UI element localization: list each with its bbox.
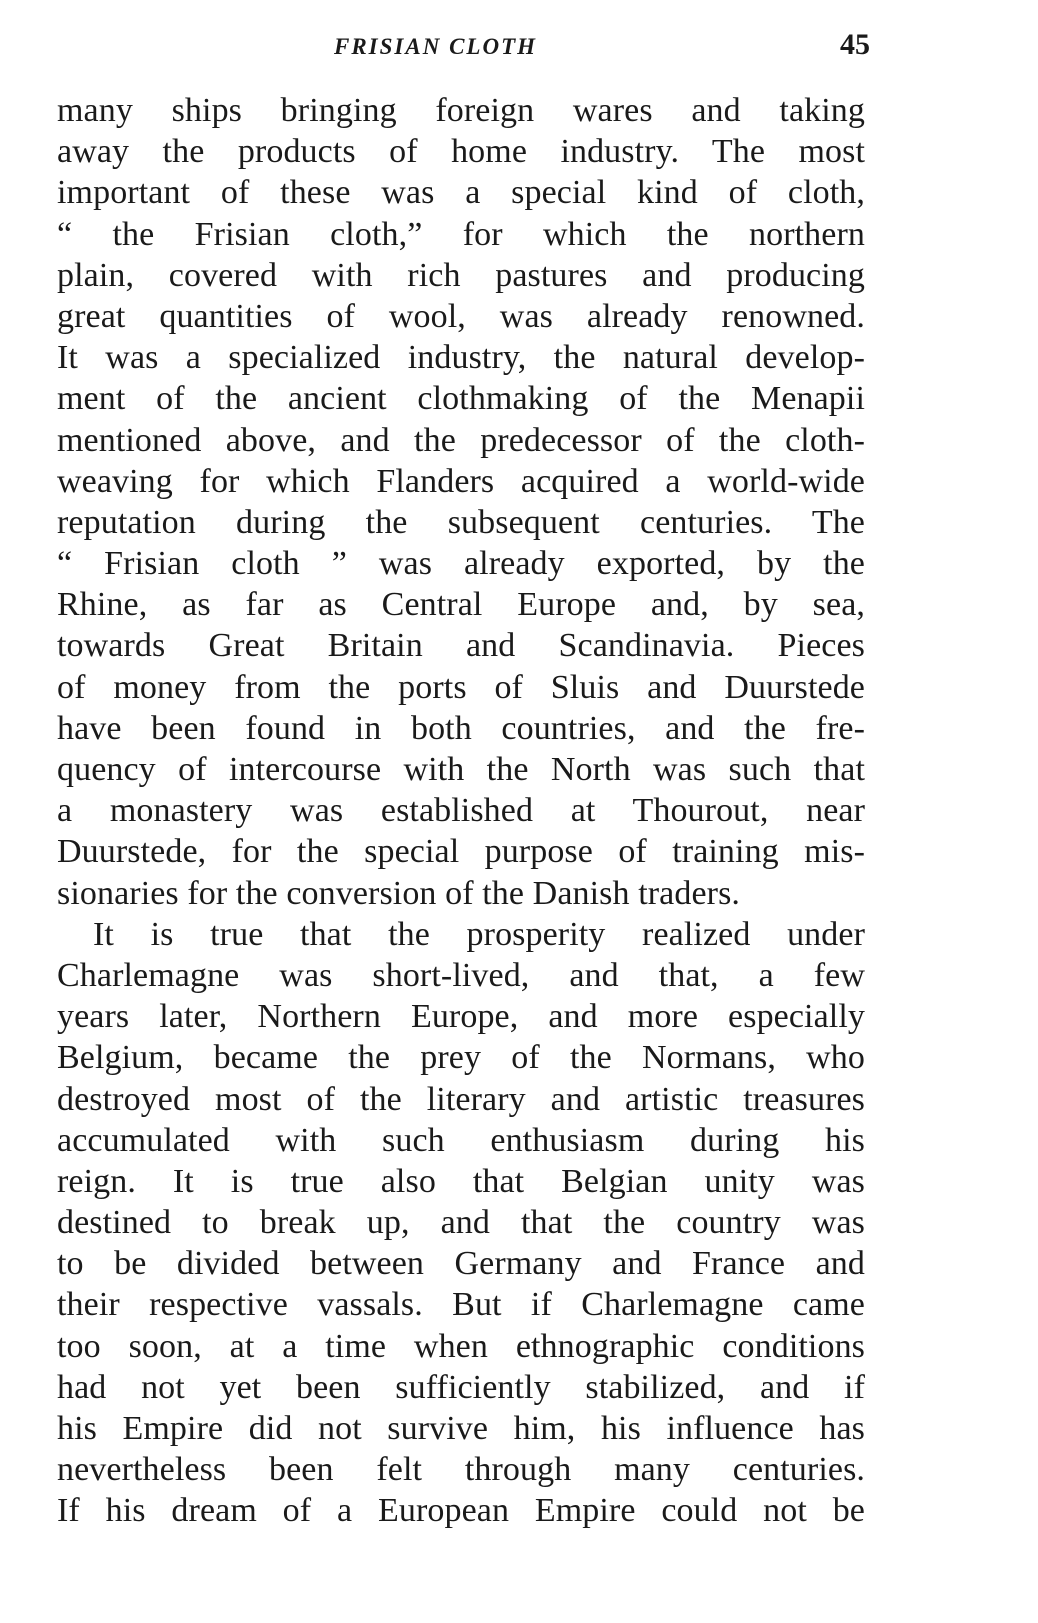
page-number: 45 xyxy=(840,28,870,61)
text-line: destroyed most of the literary and artistic treasures xyxy=(57,1080,865,1118)
running-title: FRISIAN CLOTH xyxy=(334,34,538,59)
text-line: their respective vassals. But if Charlemagne came xyxy=(57,1286,865,1324)
text-line: Rhine, as far as Central Europe and, by sea, xyxy=(57,586,865,624)
text-line: sionaries for the conversion of the Danish traders. xyxy=(57,874,741,912)
text-line: have been found in both countries, and the fre- xyxy=(57,709,865,747)
text-line: years later, Northern Europe, and more especially xyxy=(57,998,865,1036)
paragraph-start-line: It is true that the prosperity realized under xyxy=(93,915,865,953)
text-line: plain, covered with rich pastures and producing xyxy=(57,256,865,294)
text-line: his Empire did not survive him, his influence has xyxy=(57,1410,865,1447)
text-line: destined to break up, and that the country was xyxy=(57,1204,865,1242)
text-line: many ships bringing foreign wares and taking xyxy=(57,92,865,129)
running-head xyxy=(0,26,1038,66)
text-line: away the products of home industry. The most xyxy=(57,133,865,171)
text-line: Charlemagne was short-lived, and that, a few xyxy=(57,956,865,994)
body-text xyxy=(57,90,865,1532)
text-line: quency of intercourse with the North was such that xyxy=(57,751,865,788)
text-line: a monastery was established at Thourout, near xyxy=(57,792,865,830)
text-line: Duurstede, for the special purpose of training mis- xyxy=(57,833,865,871)
text-line: had not yet been sufficiently stabilized, and if xyxy=(57,1368,865,1406)
text-line: Belgium, became the prey of the Normans, who xyxy=(57,1039,865,1077)
text-line: great quantities of wool, was already renowned. xyxy=(57,297,865,335)
text-line: weaving for which Flanders acquired a world-wide xyxy=(57,462,865,500)
text-line: reputation during the subsequent centuries. The xyxy=(57,503,865,541)
text-line: of money from the ports of Sluis and Duurstede xyxy=(57,668,865,706)
text-line: nevertheless been felt through many centuries. xyxy=(57,1451,865,1489)
text-line: reign. It is true also that Belgian unity was xyxy=(57,1162,865,1200)
text-line: If his dream of a European Empire could not be xyxy=(57,1492,865,1530)
text-line: too soon, at a time when ethnographic conditions xyxy=(57,1327,865,1365)
text-line: “ the Frisian cloth,” for which the northern xyxy=(57,215,865,253)
text-line: ment of the ancient clothmaking of the Menapii xyxy=(57,380,865,418)
text-line: accumulated with such enthusiasm during his xyxy=(57,1121,865,1159)
text-line: “ Frisian cloth ” was already exported, by the xyxy=(57,545,865,583)
text-line: important of these was a special kind of cloth, xyxy=(57,174,865,212)
text-line: to be divided between Germany and France and xyxy=(57,1245,865,1283)
text-line: mentioned above, and the predecessor of the cloth- xyxy=(57,421,865,459)
text-line: It was a specialized industry, the natural develop- xyxy=(57,339,865,377)
text-line: towards Great Britain and Scandinavia. Pieces xyxy=(57,627,865,665)
